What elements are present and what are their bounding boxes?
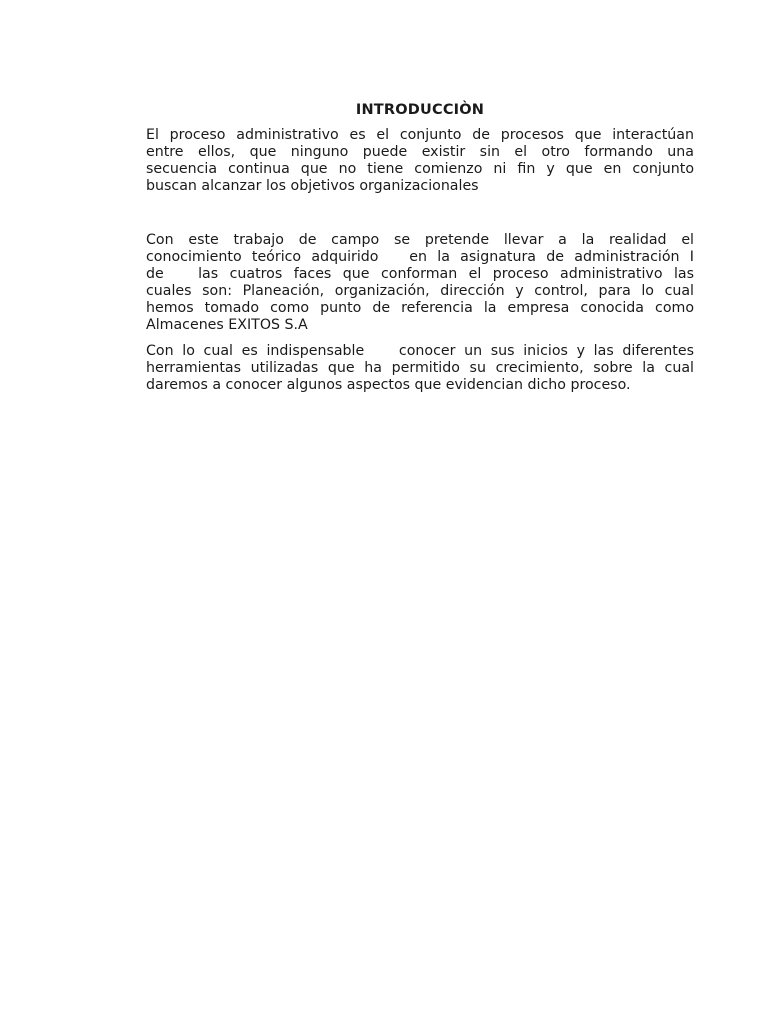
document-title: INTRODUCCIÒN (355, 102, 485, 118)
paragraph-line: cuales son: Planeación, organización, dirección y control, para lo cual (146, 283, 694, 299)
paragraph-3 (146, 343, 694, 394)
paragraph-line: secuencia continua que no tiene comienzo ni fin y que en conjunto (146, 161, 694, 177)
document-body (146, 101, 694, 394)
paragraph-line: Con lo cual es indispensable conocer un sus inicios y las diferentes (146, 343, 694, 359)
paragraph-line: conocimiento teórico adquirido en la asignatura de administración I (146, 249, 694, 265)
paragraph-1 (146, 127, 694, 195)
paragraph-line: hemos tomado como punto de referencia la empresa conocida como (146, 300, 694, 316)
paragraph-line: entre ellos, que ninguno puede existir sin el otro formando una (146, 144, 694, 160)
paragraph-line: herramientas utilizadas que ha permitido su crecimiento, sobre la cual (146, 360, 694, 376)
paragraph-line: Almacenes EXITOS S.A (146, 317, 308, 333)
paragraph-2 (146, 232, 694, 334)
paragraph-line: buscan alcanzar los objetivos organizacionales (146, 178, 479, 194)
paragraph-line: Con este trabajo de campo se pretende llevar a la realidad el (146, 232, 694, 248)
paragraph-line: El proceso administrativo es el conjunto de procesos que interactúan (146, 127, 694, 143)
paragraph-line: daremos a conocer algunos aspectos que evidencian dicho proceso. (146, 377, 631, 393)
paragraph-line: de las cuatros faces que conforman el proceso administrativo las (146, 266, 694, 282)
